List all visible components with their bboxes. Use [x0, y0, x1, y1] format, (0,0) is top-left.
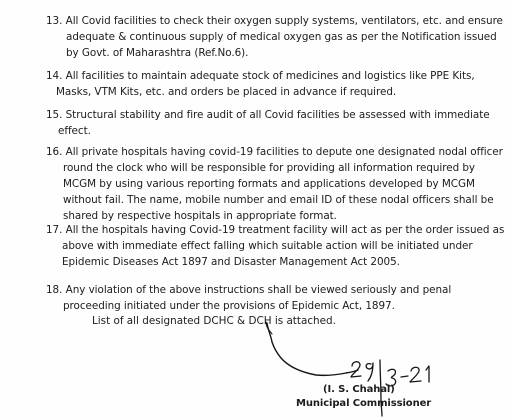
item-14: [46, 68, 475, 100]
item-13: [46, 13, 503, 61]
item-number: 17.: [46, 224, 63, 236]
item-text-line: Epidemic Diseases Act 1897 and Disaster Management Act 2005.: [62, 256, 400, 268]
item-number: 16.: [46, 146, 63, 158]
item-number: 13.: [46, 15, 63, 27]
item-text-line: Any violation of the above instructions shall be viewed seriously and penal: [65, 284, 452, 296]
item-text-line: effect.: [58, 125, 91, 137]
item-15: [46, 107, 490, 139]
signatory-title: Municipal Commissioner: [296, 398, 432, 409]
item-text-line: proceeding initiated under the provisions of Epidemic Act, 1897.: [63, 300, 395, 312]
item-text-line: MCGM by using various reporting formats and applications developed by MCGM: [63, 178, 475, 190]
item-number: 14.: [46, 70, 63, 82]
item-number: 18.: [46, 284, 63, 296]
signatory-name: (I. S. Chahal): [323, 384, 395, 395]
item-text-line: round the clock who will be responsible for providing all information required by: [63, 162, 476, 174]
attachment-note: List of all designated DCHC & DCH is attached.: [92, 315, 336, 327]
item-number: 15.: [46, 109, 63, 121]
item-18: [46, 282, 451, 314]
item-17: [46, 222, 504, 270]
item-text-line: shared by respective hospitals in appropriate format.: [63, 210, 337, 222]
item-text-line: without fail. The name, mobile number and email ID of these nodal officers shall be: [63, 194, 494, 206]
item-16: [46, 144, 503, 224]
item-text-line: Structural stability and fire audit of all Covid facilities be assessed with immediate: [65, 109, 490, 121]
item-text-line: by Govt. of Maharashtra (Ref.No.6).: [66, 47, 249, 59]
item-text-line: All private hospitals having covid-19 facilities to depute one designated nodal officer: [65, 146, 503, 158]
item-text-line: All Covid facilities to check their oxygen supply systems, ventilators, etc. and ensure: [65, 15, 503, 27]
item-text-line: above with immediate effect falling which suitable action will be initiated under: [62, 240, 473, 252]
item-text-line: adequate & continuous supply of medical oxygen gas as per the Notification issued: [66, 31, 497, 43]
item-text-line: Masks, VTM Kits, etc. and orders be placed in advance if required.: [56, 86, 397, 98]
item-text-line: All the hospitals having Covid-19 treatment facility will act as per the order issued as: [65, 224, 505, 236]
item-text-line: All facilities to maintain adequate stock of medicines and logistics like PPE Kits,: [65, 70, 475, 82]
